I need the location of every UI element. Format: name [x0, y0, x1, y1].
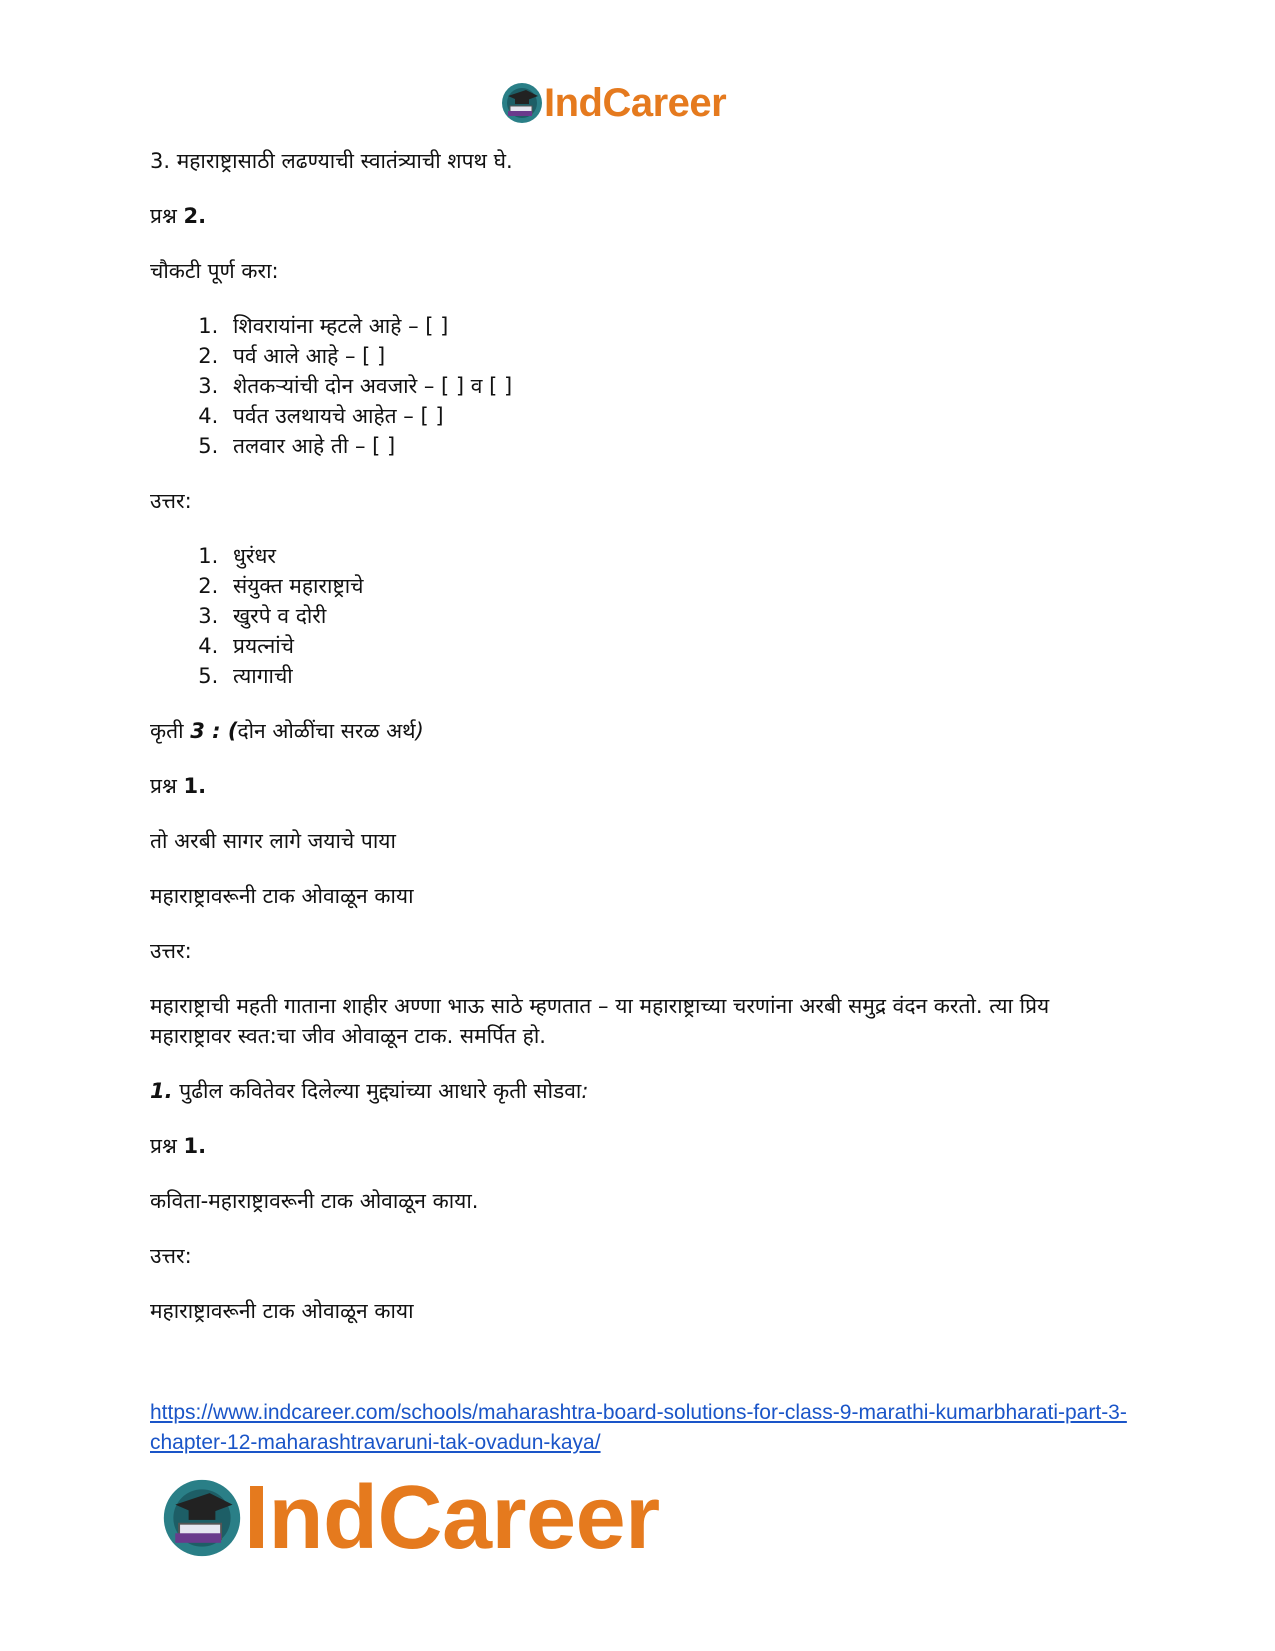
task-heading: 1. पुढील कवितेवर दिलेल्या मुद्द्यांच्या आधारे कृती सोडवा: [150, 1079, 589, 1103]
kruti-heading: कृती 3 : (दोन ओळींचा सरळ अर्थ) [150, 719, 424, 743]
fill-prompt: चौकटी पूर्ण करा: [150, 259, 279, 283]
graduation-cap-book-icon [160, 1476, 244, 1560]
question-heading: प्रश्न 1. [150, 1134, 207, 1158]
answer-label: उत्तर: [150, 939, 192, 963]
answer-label: उत्तर: [150, 489, 192, 513]
body-line: 3. महाराष्ट्रासाठी लढण्याची स्वातंत्र्याची शपथ घे. [150, 149, 513, 173]
list-item: 3. खुरपे व दोरी [225, 601, 1130, 631]
document-body [150, 146, 1130, 1351]
answer-paragraph: महाराष्ट्राची महती गाताना शाहीर अण्णा भाऊ साठे म्हणतात – या महाराष्ट्राच्या चरणांना अरबी समुद्र वंदन करतो. त्या प्रिय महाराष्ट्रावर स्वत:चा जीव ओवाळून टाक. समर्पित हो. [150, 994, 1050, 1048]
logo-text: IndCareer [544, 80, 727, 125]
fill-in-list [150, 311, 1130, 461]
list-item: 5. तलवार आहे ती – [ ] [225, 431, 1130, 461]
poem-line: महाराष्ट्रावरूनी टाक ओवाळून काया [150, 884, 414, 908]
list-item: 2. संयुक्त महाराष्ट्राचे [225, 571, 1130, 601]
answer-label: उत्तर: [150, 1244, 192, 1268]
list-item: 1. शिवरायांना म्हटले आहे – [ ] [225, 311, 1130, 341]
question-heading: प्रश्न 2. [150, 204, 207, 228]
list-item: 1. धुरंधर [225, 541, 1130, 571]
logo-text: IndCareer [244, 1467, 660, 1568]
list-item: 2. पर्व आले आहे – [ ] [225, 341, 1130, 371]
answer-list [150, 541, 1130, 691]
answer-text: महाराष्ट्रावरूनी टाक ओवाळून काया [150, 1299, 414, 1323]
footer-logo [160, 1468, 660, 1568]
list-item: 4. पर्वत उलथायचे आहेत – [ ] [225, 401, 1130, 431]
header-logo [500, 78, 726, 128]
poem-line: तो अरबी सागर लागे जयाचे पाया [150, 829, 396, 853]
graduation-cap-book-icon [500, 81, 544, 125]
source-link[interactable]: https://www.indcareer.com/schools/maharashtra-board-solutions-for-class-9-marathi-kumarbharati-part-3-chapter-12-maharashtravaruni-tak-ovadun-kaya/ [150, 1401, 1127, 1454]
list-item: 5. त्यागाची [225, 661, 1130, 691]
list-item: 3. शेतकऱ्यांची दोन अवजारे – [ ] व [ ] [225, 371, 1130, 401]
question-heading: प्रश्न 1. [150, 774, 207, 798]
poem-title: कविता-महाराष्ट्रावरूनी टाक ओवाळून काया. [150, 1189, 479, 1213]
list-item: 4. प्रयत्नांचे [225, 631, 1130, 661]
